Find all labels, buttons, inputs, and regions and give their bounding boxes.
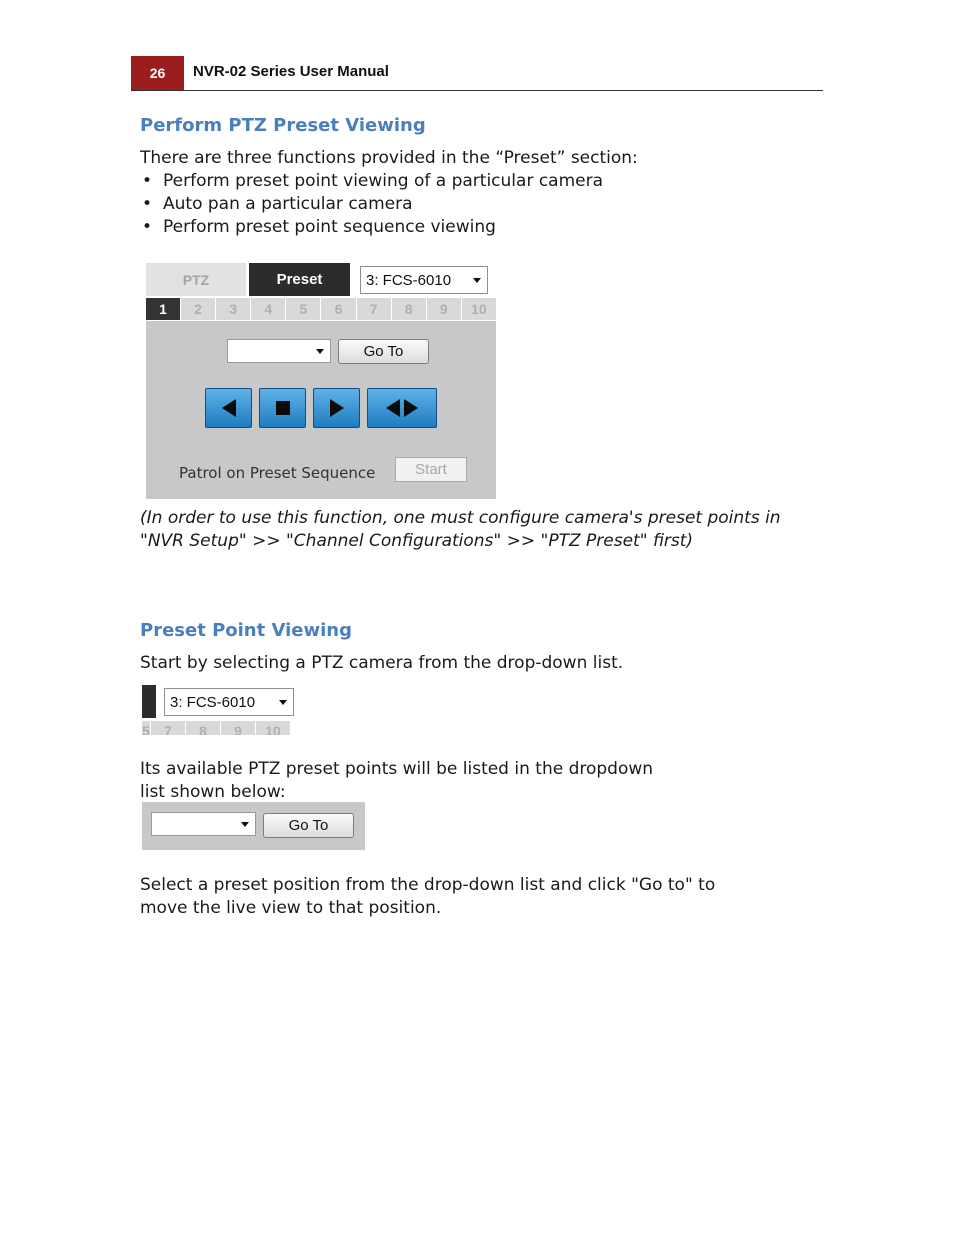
pan-right-button[interactable]: [313, 388, 360, 428]
channel-8-tab[interactable]: 8: [392, 298, 426, 320]
channel-7-tab[interactable]: 7: [357, 298, 391, 320]
preset-tab-fragment: [142, 685, 156, 718]
channel-1-tab[interactable]: 1: [146, 298, 180, 320]
channel-9-tab[interactable]: 9: [427, 298, 461, 320]
intro-text: There are three functions provided in the “Preset” section:: [140, 148, 638, 168]
chevron-down-icon: [473, 278, 481, 283]
step1-text: Start by selecting a PTZ camera from the drop-down list.: [140, 653, 624, 673]
page-number: 26: [131, 56, 184, 90]
left-arrow-icon: [218, 397, 240, 419]
channel-tab[interactable]: 7: [151, 721, 185, 735]
channel-5-tab[interactable]: 5: [286, 298, 320, 320]
step3-text-line2: move the live view to that position.: [140, 898, 442, 918]
channel-tab[interactable]: 10: [256, 721, 290, 735]
section-heading-preset-point: Preset Point Viewing: [140, 620, 352, 641]
step3-text-line1: Select a preset position from the drop-down list and click "Go to" to: [140, 875, 716, 895]
right-arrow-icon: [326, 397, 348, 419]
configuration-note: (In order to use this function, one must configure camera's preset points in "NVR Setup" >> "Channel Configurations" >> "PTZ Preset" first): [140, 508, 781, 551]
channel-6-tab[interactable]: 6: [321, 298, 355, 320]
step2-text-line2: list shown below:: [140, 782, 286, 802]
preset-select[interactable]: [227, 339, 331, 363]
step2-text-line1: Its available PTZ preset points will be listed in the dropdown: [140, 759, 654, 779]
goto-button[interactable]: Go To: [263, 813, 354, 838]
camera-select[interactable]: [164, 688, 294, 716]
chevron-down-icon: [316, 349, 324, 354]
channel-3-tab[interactable]: 3: [216, 298, 250, 320]
stop-button[interactable]: [259, 388, 306, 428]
function-list: [140, 170, 603, 239]
camera-select-value: 3: FCS-6010: [366, 271, 452, 289]
auto-pan-button[interactable]: [367, 388, 437, 428]
channel-tab[interactable]: 5: [142, 721, 150, 735]
left-right-arrows-icon: [382, 397, 422, 419]
list-item: • Perform preset point sequence viewing: [140, 216, 603, 239]
start-button[interactable]: Start: [395, 457, 467, 482]
list-item: • Perform preset point viewing of a particular camera: [140, 170, 603, 193]
channel-4-tab[interactable]: 4: [251, 298, 285, 320]
header-divider: [131, 90, 823, 91]
patrol-label: Patrol on Preset Sequence: [179, 464, 376, 482]
tab-preset[interactable]: Preset: [249, 263, 350, 296]
section-heading-ptz-preset: Perform PTZ Preset Viewing: [140, 115, 426, 136]
list-item: • Auto pan a particular camera: [140, 193, 603, 216]
channel-10-tab[interactable]: 10: [462, 298, 496, 320]
tab-ptz[interactable]: PTZ: [146, 263, 246, 296]
channel-tab[interactable]: 8: [186, 721, 220, 735]
goto-button[interactable]: Go To: [338, 339, 429, 364]
camera-select[interactable]: [360, 266, 488, 294]
preset-select[interactable]: [151, 812, 256, 836]
camera-select-value: 3: FCS-6010: [170, 693, 256, 711]
channel-number-bar: [142, 721, 300, 735]
chevron-down-icon: [279, 700, 287, 705]
stop-icon: [272, 397, 294, 419]
channel-number-bar: [146, 298, 496, 320]
channel-2-tab[interactable]: 2: [181, 298, 215, 320]
channel-tab[interactable]: 9: [221, 721, 255, 735]
chevron-down-icon: [241, 822, 249, 827]
pan-left-button[interactable]: [205, 388, 252, 428]
manual-title: NVR-02 Series User Manual: [193, 63, 389, 80]
